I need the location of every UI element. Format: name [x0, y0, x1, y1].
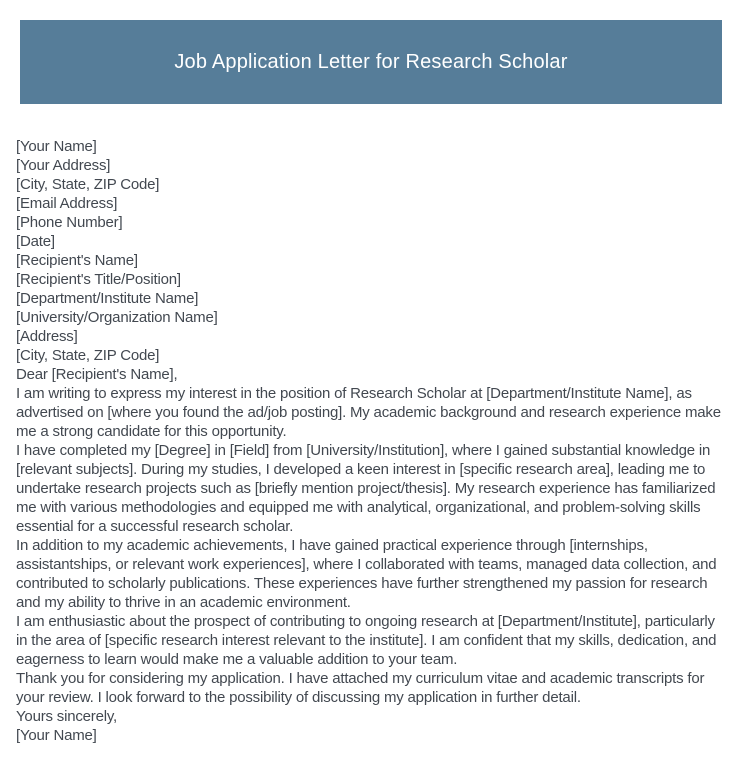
recipient-line: [Address]: [16, 328, 78, 345]
letter-paragraph: Thank you for considering my application. I have attached my curriculum vitae and academic transcripts for your review. I look forward to the possibility of discussing my application in further detail.: [16, 670, 705, 706]
page-title: Job Application Letter for Research Scholar: [174, 50, 568, 73]
letter-paragraph: I am enthusiastic about the prospect of contributing to ongoing research at [Department/Institute], particularly in the area of [specific research interest relevant to the institute]. I am confident that my skills, dedication, and eagerness to learn would make me a valuable addition to your team.: [16, 613, 717, 668]
date-line: [Date]: [16, 233, 55, 250]
sender-line: [Email Address]: [16, 195, 118, 212]
sender-line: [Your Address]: [16, 157, 111, 174]
sender-line: [City, State, ZIP Code]: [16, 176, 160, 193]
sender-line: [Your Name]: [16, 138, 97, 155]
letter-paragraph: I have completed my [Degree] in [Field] from [University/Institution], where I gained substantial knowledge in [relevant subjects]. During my studies, I developed a keen interest in [specific research area], leading me to undertake research projects such as [briefly mention project/thesis]. My research experience has familiarized me with various methodologies and equipped me with analytical, organizational, and problem-solving skills essential for a successful research scholar.: [16, 442, 716, 535]
salutation-line: Dear [Recipient's Name],: [16, 366, 178, 383]
recipient-line: [Recipient's Name]: [16, 252, 138, 269]
sender-line: [Phone Number]: [16, 214, 123, 231]
letter-body: [0, 137, 740, 745]
closing-line: Yours sincerely,: [16, 708, 118, 725]
letter-page: [0, 20, 740, 781]
letter-paragraph: I am writing to express my interest in the position of Research Scholar at [Department/Institute Name], as advertised on [where you found the ad/job posting]. My academic background and research experience make me a strong candidate for this opportunity.: [16, 385, 721, 440]
recipient-line: [City, State, ZIP Code]: [16, 347, 160, 364]
signature-line: [Your Name]: [16, 727, 97, 744]
recipient-line: [University/Organization Name]: [16, 309, 218, 326]
recipient-line: [Department/Institute Name]: [16, 290, 199, 307]
title-banner: [20, 20, 722, 104]
recipient-line: [Recipient's Title/Position]: [16, 271, 181, 288]
letter-paragraph: In addition to my academic achievements, I have gained practical experience through [internships, assistantships, or relevant work experiences], where I collaborated with teams, managed data collection, and contributed to scholarly publications. These experiences have further strengthened my passion for research and my ability to thrive in an academic environment.: [16, 537, 717, 611]
